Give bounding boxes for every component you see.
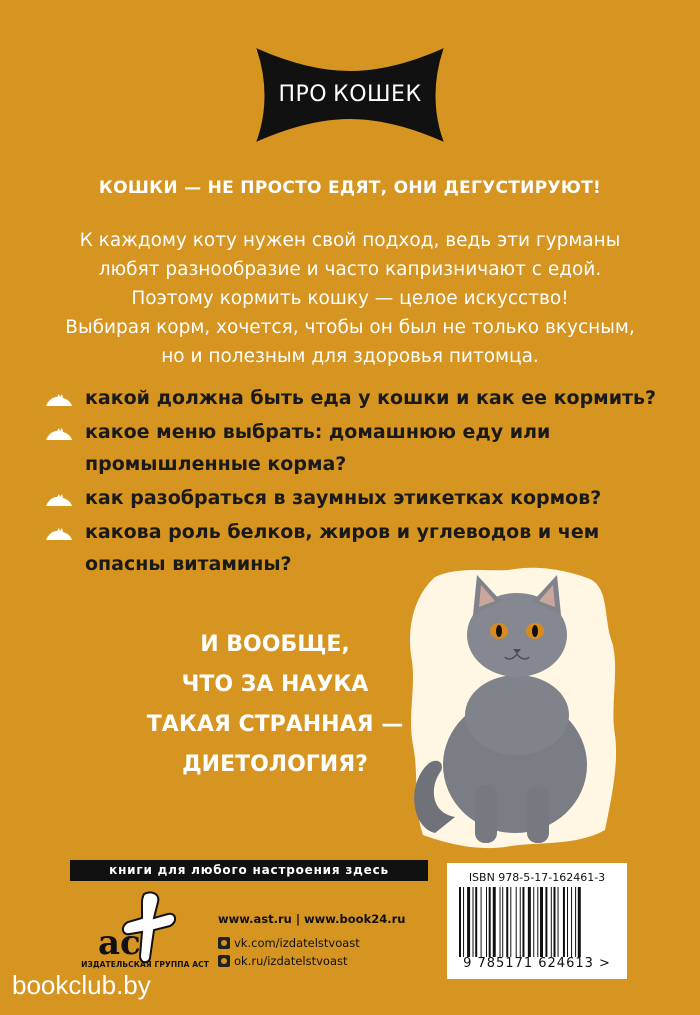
question-text: какое меню выбрать: домашнюю еду или: [85, 421, 551, 443]
science-line: И ВООБЩЕ,: [200, 632, 350, 657]
barcode-bar: [540, 887, 543, 957]
series-logo: [250, 42, 450, 147]
publisher-logo: [92, 888, 192, 968]
question-item: [45, 482, 685, 514]
barcode-bar: [545, 887, 547, 957]
intro-line: К каждому коту нужен свой подход, ведь эти гурманы: [79, 230, 621, 251]
cat-silhouette-icon: [45, 491, 73, 507]
publisher-name: ИЗДАТЕЛЬСКАЯ ГРУППА АСТ: [81, 960, 209, 969]
barcode-bar: [502, 887, 503, 957]
intro-text: [40, 226, 660, 371]
publisher-links: [218, 912, 438, 970]
series-pro: ПРО: [278, 82, 328, 107]
intro-line: любят разнообразие и часто капризничают с едой.: [98, 259, 602, 280]
slogan-strip: книги для любого настроения здесь: [70, 860, 428, 881]
barcode-bar: [567, 887, 568, 957]
intro-line: Поэтому кормить кошку — целое искусство!: [131, 288, 569, 309]
barcode-bar: [463, 887, 464, 957]
barcode-icon: [459, 887, 615, 957]
barcode-bar: [510, 887, 511, 957]
barcode-panel: [447, 863, 627, 979]
isbn-label: ISBN 978-5-17-162461-3: [468, 871, 606, 884]
cat-illustration: [405, 565, 620, 850]
barcode-bar: [571, 887, 572, 957]
question-text: какова роль белков, жиров и углеводов и чем: [85, 521, 600, 543]
question-text: какой должна быть еда у кошки и как ее кормить?: [85, 387, 657, 409]
ok-icon: [218, 955, 230, 967]
ok-link-text: ok.ru/izdatelstvoast: [234, 954, 348, 968]
vk-icon: [218, 937, 230, 949]
watermark: bookclub.by: [12, 970, 151, 1000]
barcode-bar: [520, 887, 521, 957]
cat-photo: [405, 565, 620, 850]
series-title: [250, 82, 450, 107]
question-item: [45, 416, 685, 480]
barcode-bar: [493, 887, 496, 957]
barcode-bar: [533, 887, 534, 957]
barcode-bar: [467, 887, 470, 957]
tagline: КОШКИ — НЕ ПРОСТО ЕДЯТ, ОНИ ДЕГУСТИРУЮТ!: [98, 178, 602, 198]
barcode-bar: [500, 887, 501, 957]
intro-line: но и полезным для здоровья питомца.: [161, 346, 539, 367]
barcode-bar: [516, 887, 517, 957]
barcode-bar: [575, 887, 576, 957]
science-line: ДИЕТОЛОГИЯ?: [182, 752, 368, 777]
cat-silhouette-icon: [45, 525, 73, 541]
barcode-bar: [486, 887, 487, 957]
publisher-mark: ac: [98, 923, 141, 963]
vk-link[interactable]: [218, 934, 438, 952]
barcode-bar: [506, 887, 508, 957]
barcode-bar: [554, 887, 556, 957]
barcode-bar: [473, 887, 474, 957]
barcode-bar: [459, 887, 461, 957]
intro-line: Выбирая корм, хочется, чтобы он был не только вкусным,: [65, 317, 635, 338]
science-line: ЧТО ЗА НАУКА: [181, 672, 369, 697]
ok-link[interactable]: [218, 952, 438, 970]
barcode-bar: [558, 887, 559, 957]
question-text: промышленные корма?: [85, 453, 347, 475]
barcode-bar: [475, 887, 477, 957]
barcode-bar: [528, 887, 531, 957]
barcode-bar: [578, 887, 581, 957]
cat-silhouette-icon: [45, 391, 73, 407]
barcode-bar: [522, 887, 524, 957]
question-text: как разобраться в заумных этикетках кормов?: [85, 487, 602, 509]
question-item: [45, 382, 685, 414]
question-list: [45, 382, 685, 582]
series-koshek: КОШЕК: [333, 82, 422, 107]
cat-silhouette-icon: [45, 425, 73, 441]
barcode-bar: [563, 887, 565, 957]
science-line: ТАКАЯ СТРАННАЯ —: [146, 712, 404, 737]
barcode-bar: [551, 887, 552, 957]
question-text: опасны витамины?: [85, 553, 292, 575]
website-links[interactable]: www.ast.ru | www.book24.ru: [218, 912, 406, 926]
barcode-bar: [537, 887, 538, 957]
barcode-bar: [481, 887, 482, 957]
vk-link-text: vk.com/izdatelstvoast: [234, 936, 360, 950]
barcode-bar: [489, 887, 491, 957]
ast-logo-icon: [92, 888, 192, 968]
science-question: [140, 625, 410, 785]
barcode-number: 9 785171 624613 >: [463, 956, 611, 971]
